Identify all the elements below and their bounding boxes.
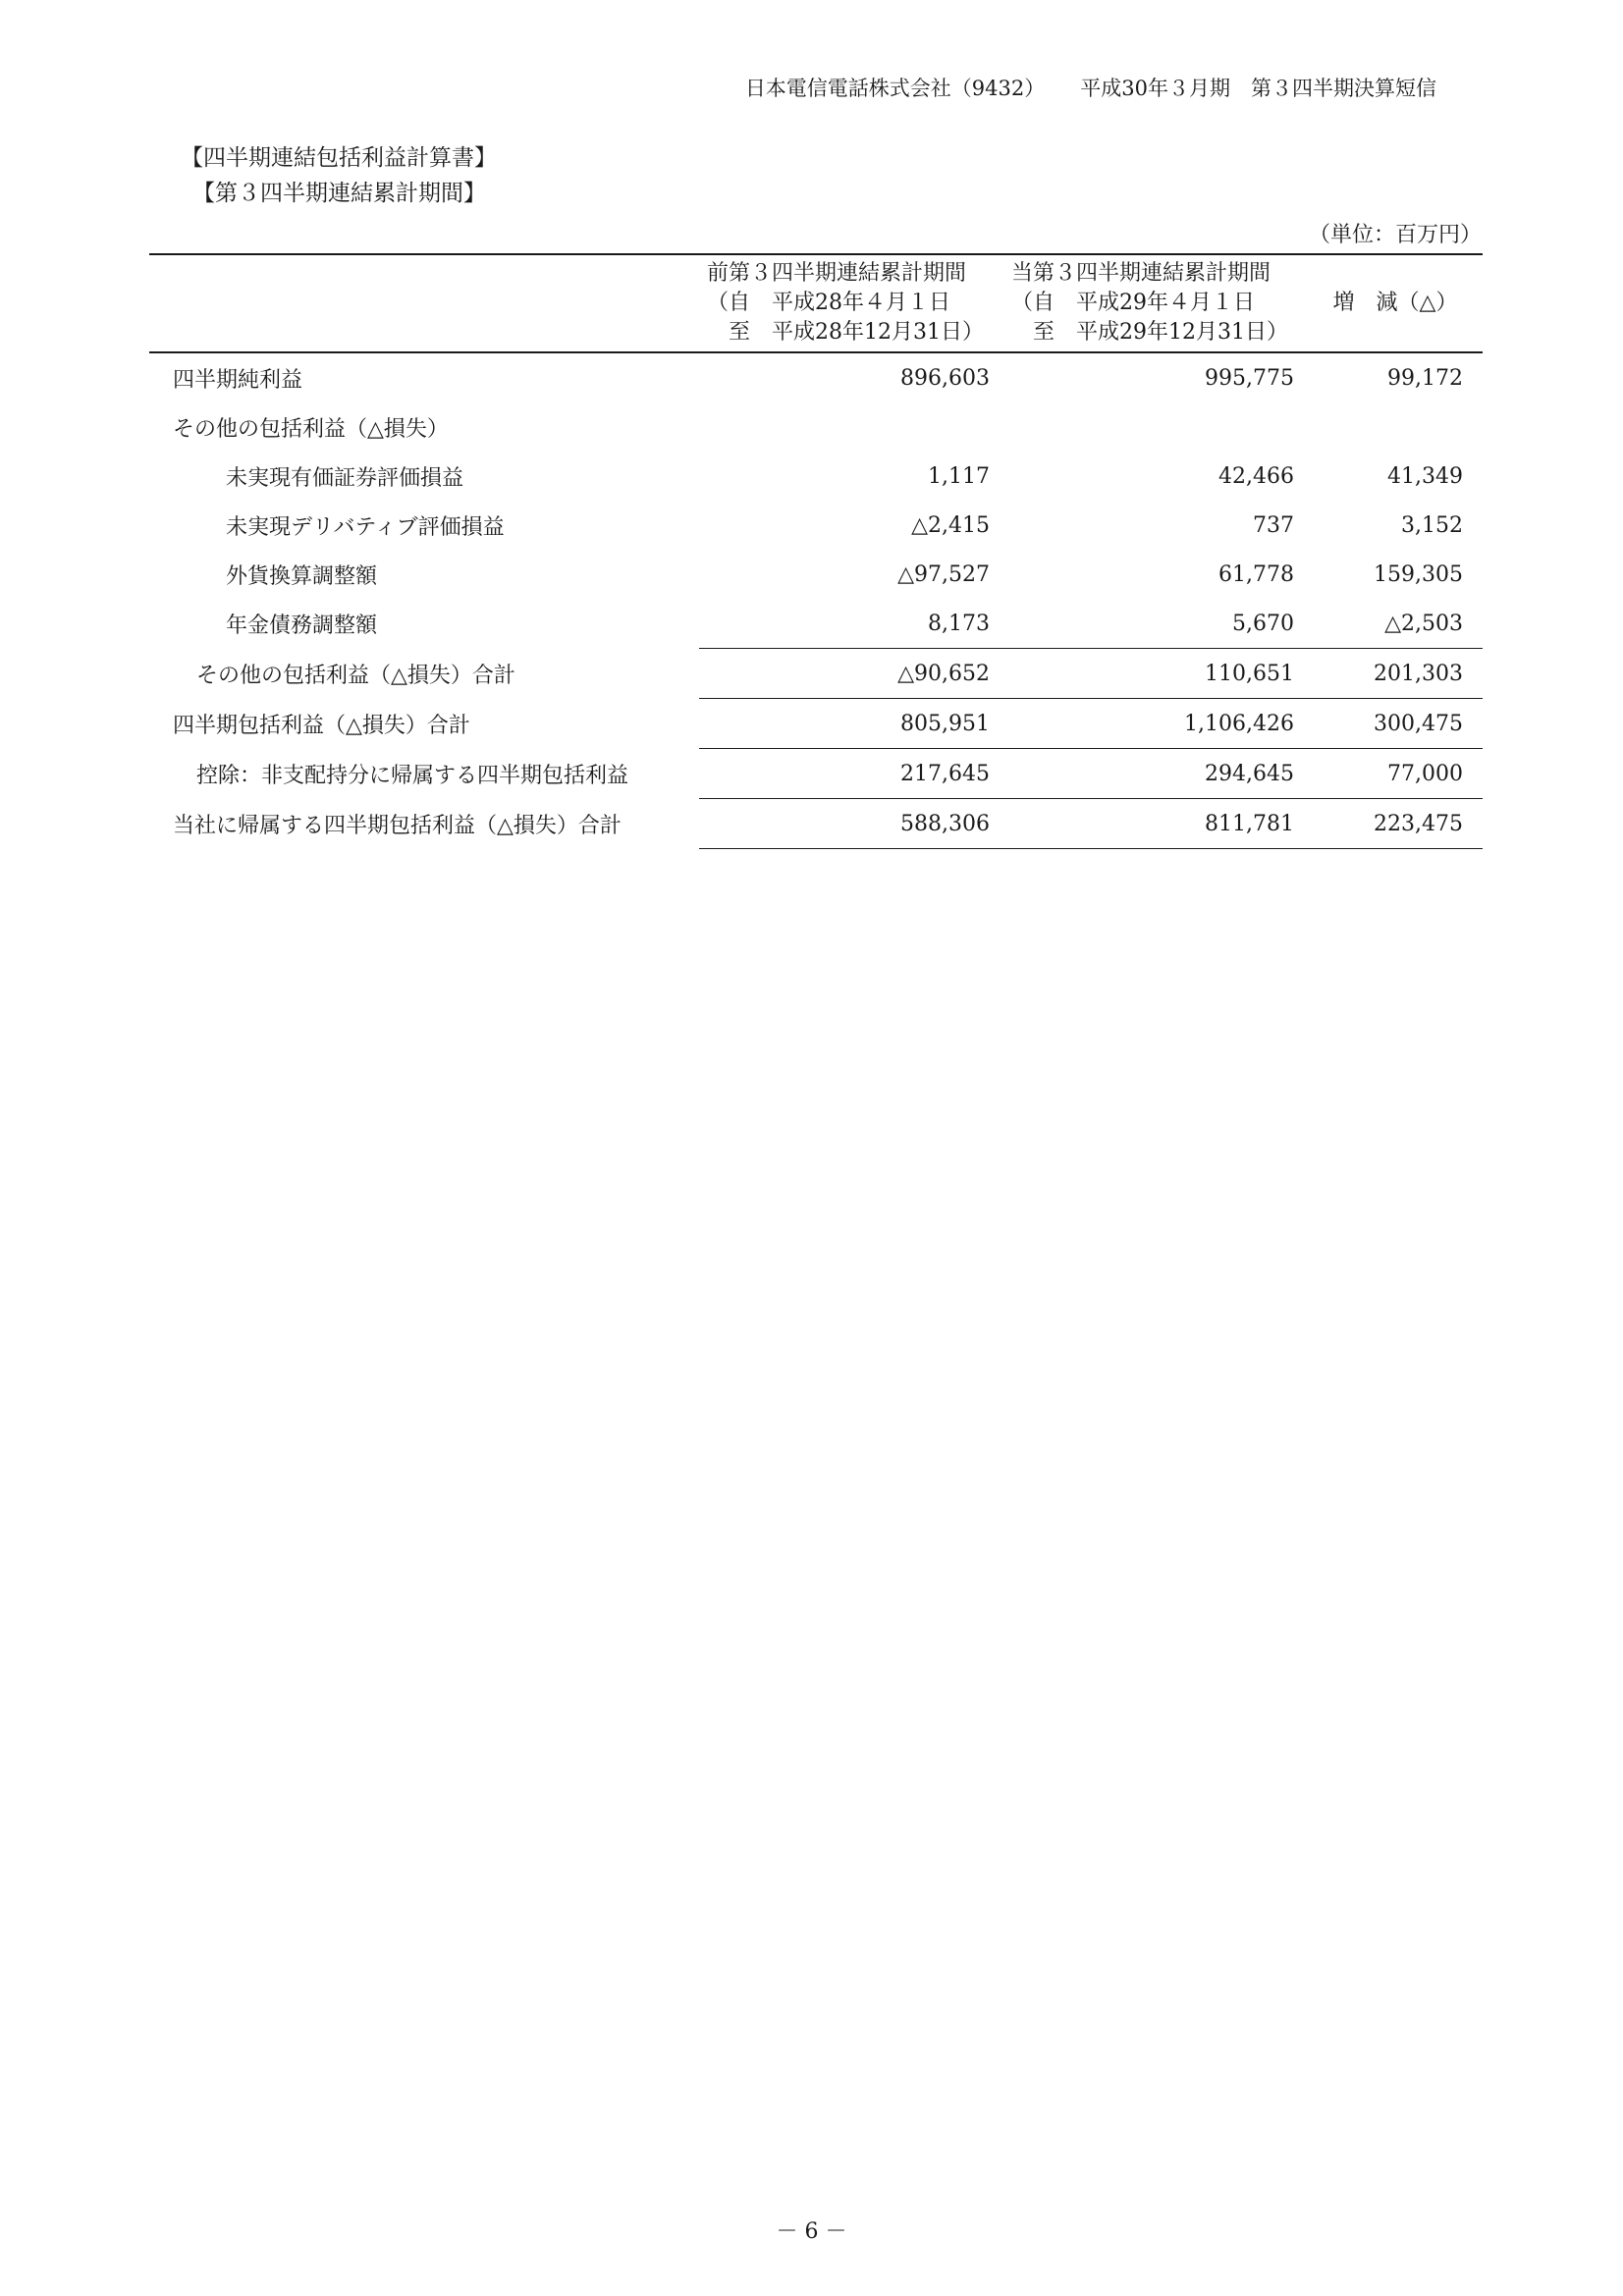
row-curr-value: 294,645: [1003, 749, 1308, 799]
row-diff-value: 300,475: [1308, 699, 1483, 749]
statement-heading: 【四半期連結包括利益計算書】: [181, 145, 497, 171]
row-prev-value: 896,603: [900, 365, 990, 391]
row-diff-value: 3,152: [1401, 512, 1463, 538]
row-label: 控除：非支配持分に帰属する四半期包括利益: [196, 763, 629, 788]
comprehensive-income-table: [149, 253, 1483, 849]
row-diff-value: 223,475: [1308, 799, 1483, 849]
row-diff-value: 77,000: [1308, 749, 1483, 799]
income-statement-table-wrapper: [149, 253, 1483, 849]
row-label: 外貨換算調整額: [226, 563, 378, 589]
row-prev-value: △97,527: [897, 561, 990, 587]
table-row: [149, 649, 1483, 699]
page-number: － 6 －: [776, 2219, 847, 2244]
row-label: 当社に帰属する四半期包括利益（△損失）合計: [173, 813, 622, 838]
header-prev-period: 前第３四半期連結累計期間 （自 平成28年４月１日 至 平成28年12月31日）: [699, 254, 1003, 352]
row-prev-value: 217,645: [699, 749, 1003, 799]
row-label: 四半期包括利益（△損失）合計: [173, 713, 470, 738]
row-curr-value: 811,781: [1003, 799, 1308, 849]
row-curr-value: 61,778: [1218, 561, 1294, 587]
period-heading: 【第３四半期連結累計期間】: [192, 181, 486, 206]
row-label: その他の包括利益（△損失）: [173, 416, 449, 442]
row-prev-value: 805,951: [699, 699, 1003, 749]
row-label: 四半期純利益: [173, 367, 303, 393]
row-curr-value: 42,466: [1218, 463, 1294, 489]
row-curr-value: 737: [1253, 512, 1294, 538]
table-row: [149, 501, 1483, 550]
table-row: [149, 599, 1483, 649]
table-header-row: [149, 254, 1483, 352]
row-diff-value: 41,349: [1387, 463, 1463, 489]
row-diff-value: 99,172: [1387, 365, 1463, 391]
row-diff-value: [1308, 402, 1483, 452]
header-difference: 増 減（△）: [1308, 254, 1483, 352]
row-curr-value: 5,670: [1232, 611, 1294, 636]
unit-label: （単位：百万円）: [1308, 223, 1482, 247]
row-prev-value: △2,415: [911, 512, 990, 538]
row-curr-value: 1,106,426: [1003, 699, 1308, 749]
row-curr-value: 995,775: [1205, 365, 1294, 391]
table-row: [149, 550, 1483, 599]
table-row: [149, 402, 1483, 452]
row-curr-value: 110,651: [1003, 649, 1308, 699]
table-row: [149, 749, 1483, 799]
table-row: [149, 799, 1483, 849]
report-title: 平成30年３月期 第３四半期決算短信: [1080, 77, 1436, 100]
row-diff-value: △2,503: [1384, 611, 1463, 636]
row-prev-value: 588,306: [699, 799, 1003, 849]
header-curr-period: 当第３四半期連結累計期間 （自 平成29年４月１日 至 平成29年12月31日）: [1003, 254, 1308, 352]
row-prev-value: [699, 402, 1003, 452]
row-diff-value: 201,303: [1308, 649, 1483, 699]
table-row: [149, 699, 1483, 749]
header-label-cell: [149, 254, 699, 352]
row-curr-value: [1003, 402, 1308, 452]
row-diff-value: 159,305: [1374, 561, 1463, 587]
row-label: 年金債務調整額: [226, 613, 378, 638]
row-label: 未実現デリバティブ評価損益: [226, 514, 505, 540]
row-label: その他の包括利益（△損失）合計: [196, 663, 515, 688]
row-label: 未実現有価証券評価損益: [226, 465, 464, 491]
row-prev-value: △90,652: [699, 649, 1003, 699]
table-row: [149, 452, 1483, 501]
row-prev-value: 1,117: [928, 463, 990, 489]
table-row: [149, 352, 1483, 402]
row-prev-value: 8,173: [928, 611, 990, 636]
document-header: [745, 73, 1436, 102]
company-name: 日本電信電話株式会社（9432）: [744, 77, 1046, 100]
